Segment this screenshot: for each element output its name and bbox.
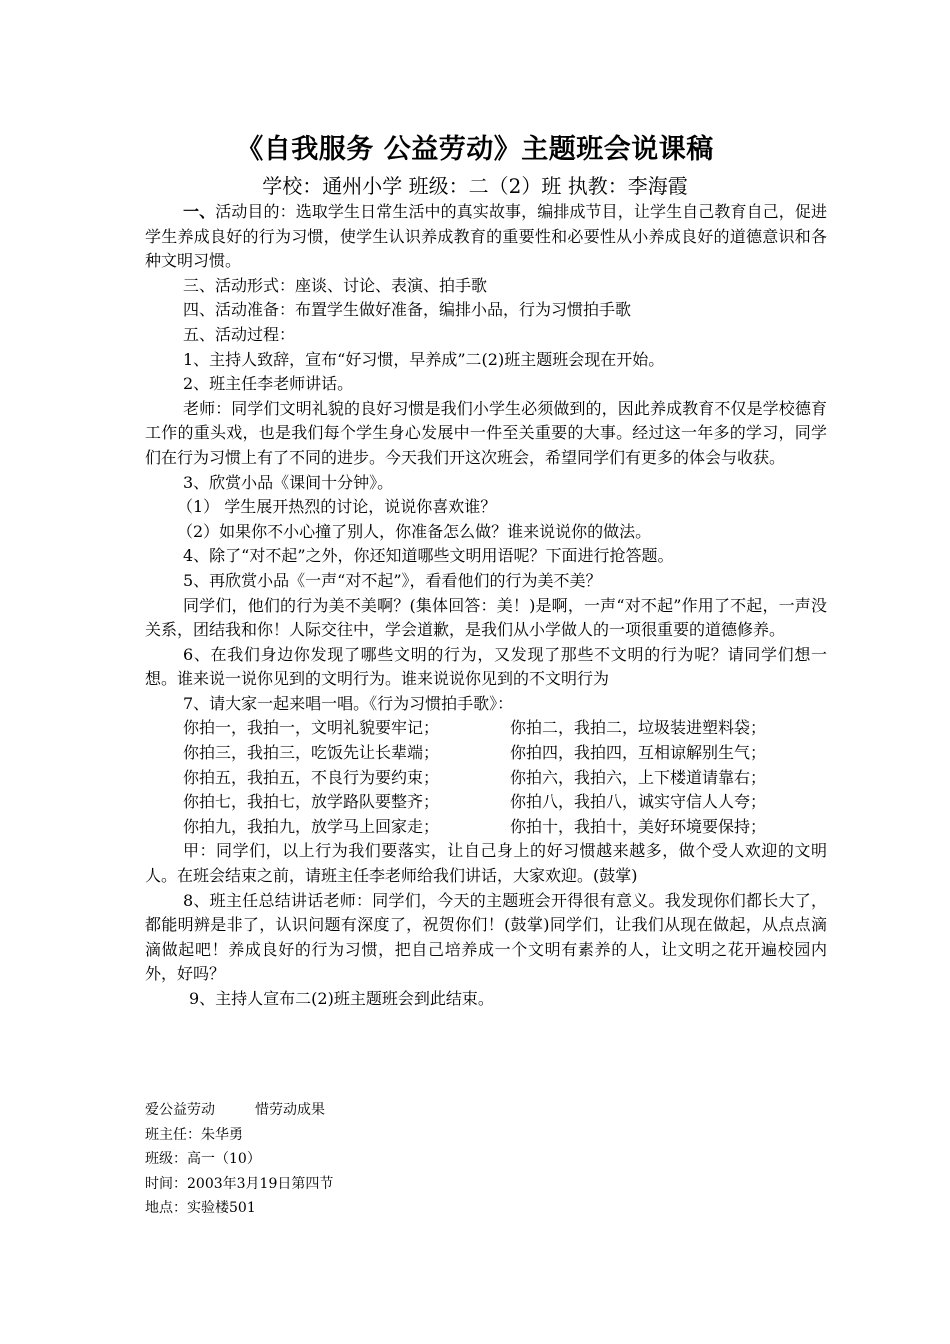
paragraph-step-3-2: （2）如果你不小心撞了别人，你准备怎么做？谁来说说你的做法。 — [177, 521, 652, 541]
paragraph-activity-process: 五、活动过程： — [183, 324, 296, 344]
paragraph-host-transition: 甲：同学们，以上行为我们要落实，让自己身上的好习惯越来越多，做个受人欢迎的文明人。在班会结束之前，请班主任李老师给我们讲话，大家欢迎。(鼓掌) — [145, 841, 827, 886]
document-body — [145, 200, 827, 1012]
paragraph-step-5: 5、再欣赏小品《一声“对不起”》，看看他们的行为美不美？ — [183, 570, 602, 590]
paragraph-text: 活动目的：选取学生日常生活中的真实故事，编排成节目，让学生自己教育自己，促进学生养成良好的行为习惯，使学生认识养成教育的重要性和必要性从小养成良好的道德意识和各种文明习惯。 — [145, 202, 827, 271]
paragraph-step-7: 7、请大家一起来唱一唱。《行为习惯拍手歌》： — [183, 693, 514, 713]
song-verse-left: 你拍五，我拍五，不良行为要约束； — [183, 767, 440, 787]
song-line — [145, 741, 827, 766]
paragraph-activity-goal — [145, 200, 827, 274]
song-verse-right: 你拍二，我拍二，垃圾装进塑料袋； — [510, 718, 767, 738]
song-verse-left: 你拍三，我拍三，吃饭先让长辈端； — [183, 743, 440, 763]
paragraph-activity-prep: 四、活动准备：布置学生做好准备，编排小品，行为习惯拍手歌 — [183, 300, 632, 320]
document-title: 《自我服务 公益劳动》主题班会说课稿 — [236, 134, 714, 165]
footer-class: 班级：高一（10） — [145, 1151, 261, 1167]
footer-time: 时间：2003年3月19日第四节 — [145, 1175, 334, 1192]
song-line — [145, 790, 827, 815]
document-subtitle: 学校：通州小学 班级：二（2）班 执教：李海霞 — [262, 174, 688, 198]
paragraph-step-3: 3、欣赏小品《课间十分钟》。 — [183, 472, 394, 492]
song-verse-right: 你拍四，我拍四，互相谅解别生气； — [510, 743, 767, 763]
song-verse-right: 你拍八，我拍八，诚实守信人人夸； — [510, 792, 767, 812]
paragraph-step-2: 2、班主任李老师讲话。 — [183, 374, 354, 394]
clapping-song — [145, 716, 827, 839]
paragraph-step-3-1: （1） 学生展开热烈的讨论，说说你喜欢谁？ — [177, 497, 497, 517]
song-verse-left: 你拍九，我拍九，放学马上回家走； — [183, 816, 440, 836]
song-line — [145, 766, 827, 791]
paragraph-activity-form: 三、活动形式：座谈、讨论、表演、拍手歌 — [183, 275, 488, 295]
paragraph-lead: 一、 — [183, 202, 216, 221]
song-verse-left: 你拍一，我拍一，文明礼貌要牢记； — [183, 718, 440, 738]
paragraph-step-6: 6、在我们身边你发现了哪些文明的行为，又发现了那些不文明的行为呢？请同学们想一想。谁来说一说你见到的文明行为。谁来说说你见到的不文明行为 — [145, 644, 827, 689]
song-verse-left: 你拍七，我拍七，放学路队要整齐； — [183, 792, 440, 812]
footer-theme — [145, 1098, 333, 1123]
footer-theme-b: 惜劳动成果 — [255, 1102, 325, 1118]
paragraph-step-8: 8、班主任总结讲话老师：同学们，今天的主题班会开得很有意义。我发现你们都长大了，都能明辨是非了，认识问题有深度了，祝贺你们！(鼓掌)同学们，让我们从现在做起，从点点滴滴做起吧！养成良好的行为习惯，把自己培养成一个文明有素养的人，让文明之花开遍校园内外，好吗？ — [145, 890, 827, 984]
paragraph-step-1: 1、主持人致辞，宣布“好习惯，早养成”二(2)班主题班会现在开始。 — [183, 349, 665, 369]
song-verse-right: 你拍十，我拍十，美好环境要保持； — [510, 816, 767, 836]
song-line — [145, 716, 827, 741]
song-line — [145, 815, 827, 840]
song-verse-right: 你拍六，我拍六，上下楼道请靠右； — [510, 767, 767, 787]
paragraph-teacher-speech: 老师：同学们文明礼貌的良好习惯是我们小学生必须做到的，因此养成教育不仅是学校德育工作的重头戏，也是我们每个学生身心发展中一件至关重要的大事。经过这一年多的学习，同学们在行为习惯上有了不同的进步。今天我们开这次班会，希望同学们有更多的体会与收获。 — [145, 398, 827, 467]
footer-theme-a: 爱公益劳动 — [145, 1102, 215, 1118]
footer-teacher: 班主任：朱华勇 — [145, 1126, 243, 1143]
paragraph-step-4: 4、除了“对不起”之外，你还知道哪些文明用语呢？下面进行抢答题。 — [183, 546, 674, 566]
paragraph-step-9: 9、主持人宣布二(2)班主题班会到此结束。 — [189, 989, 494, 1008]
paragraph-step-5-discussion: 同学们，他们的行为美不美啊？(集体回答：美！)是啊，一声“对不起”作用了不起，一声没关系，团结我和你！人际交往中，学会道歉，是我们从小学做人的一项很重要的道德修养。 — [145, 595, 827, 640]
footer-info — [145, 1098, 333, 1221]
footer-place: 地点：实验楼501 — [145, 1200, 256, 1216]
